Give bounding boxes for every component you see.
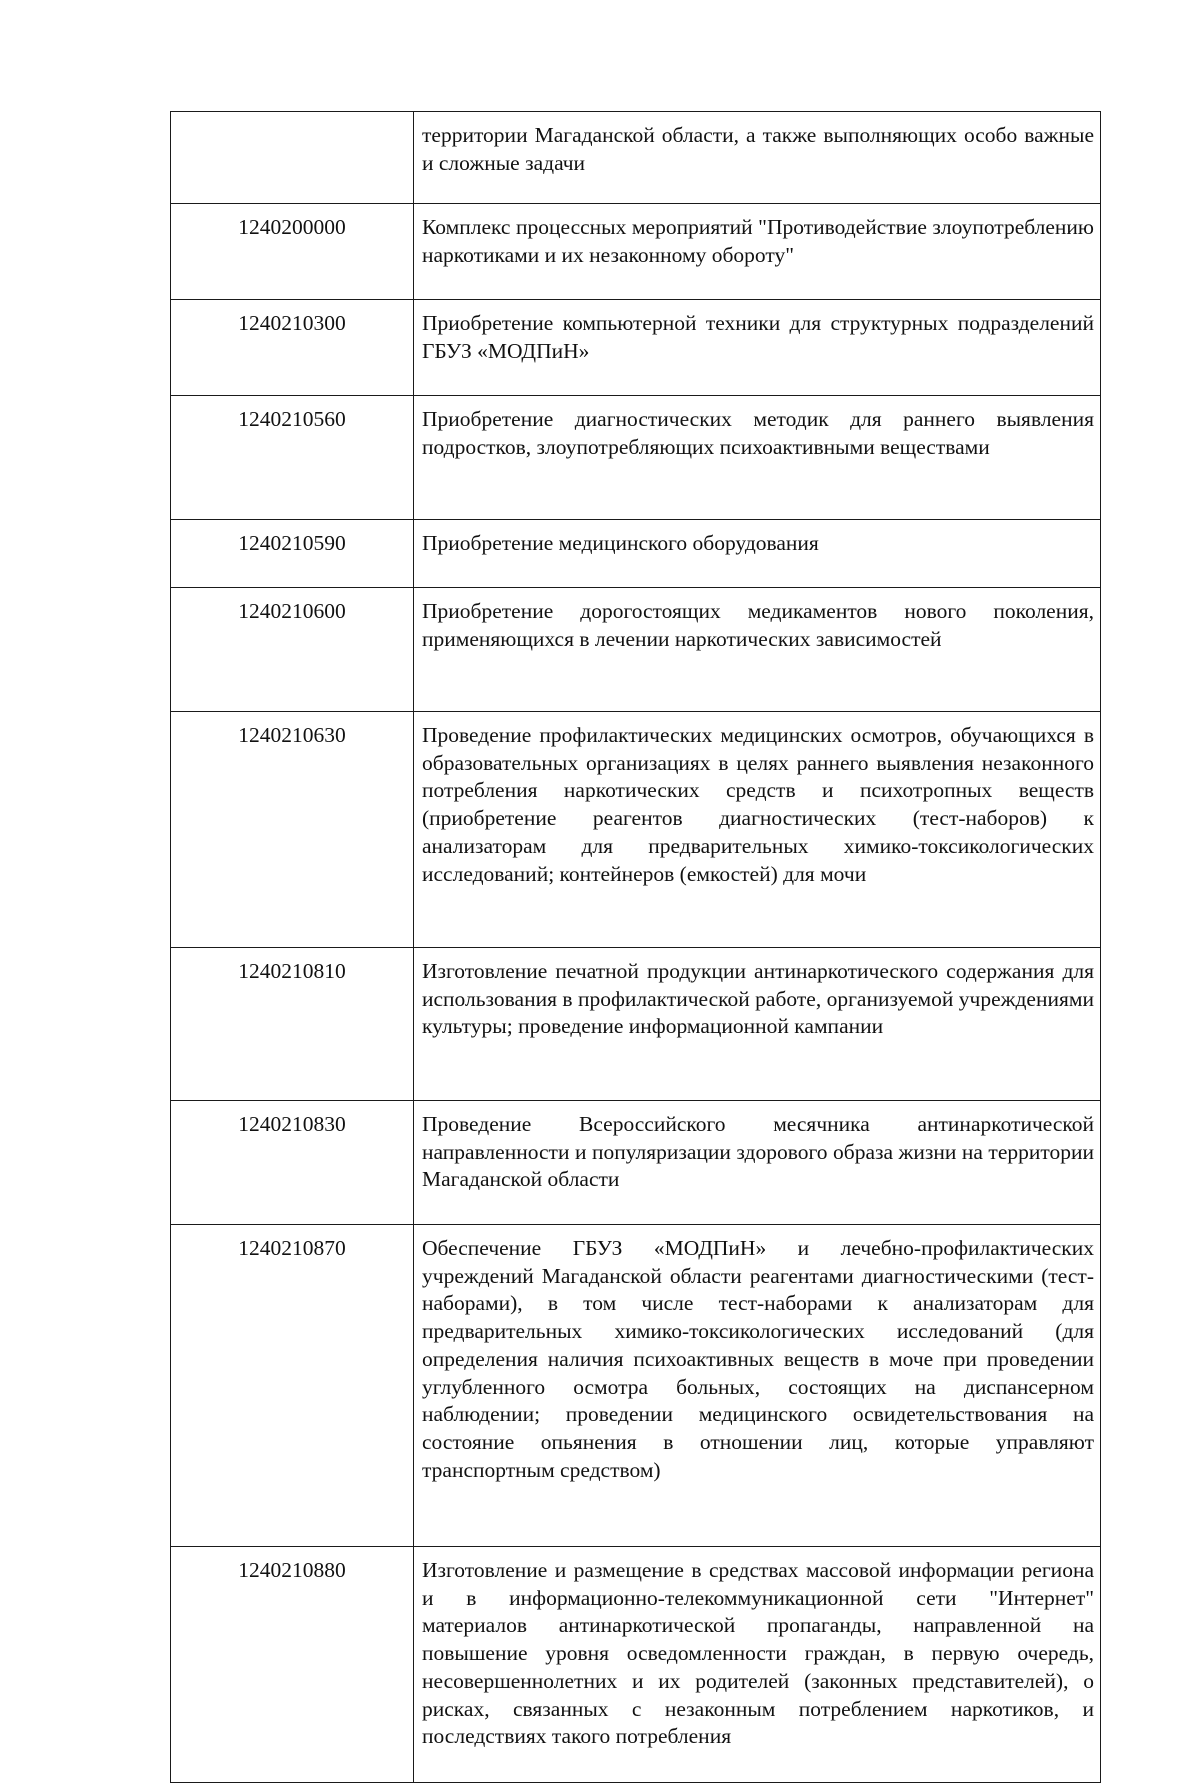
table-row xyxy=(171,1101,1101,1225)
table-row xyxy=(171,204,1101,300)
description-cell: Приобретение компьютерной техники для структурных подразделений ГБУЗ «МОДПиН» xyxy=(414,300,1101,396)
description-cell: Приобретение диагностических методик для раннего выявления подростков, злоупотребляющих психоактивными веществами xyxy=(414,396,1101,520)
table-row xyxy=(171,300,1101,396)
table-row xyxy=(171,112,1101,204)
description-cell: Приобретение дорогостоящих медикаментов нового поколения, применяющихся в лечении наркотических зависимостей xyxy=(414,588,1101,712)
description-cell: Проведение Всероссийского месячника антинаркотической направленности и популяризации здорового образа жизни на территории Магаданской области xyxy=(414,1101,1101,1225)
description-cell: Обеспечение ГБУЗ «МОДПиН» и лечебно-профилактических учреждений Магаданской области реагентами диагностическими (тест-наборами), в том числе тест-наборами к анализаторам для предварительных химико-токсикологических исследований (для определения наличия психоактивных веществ в моче при проведении углубленного осмотра больных, состоящих на диспансерном наблюдении; проведении медицинского освидетельствования на состояние опьянения в отношении лиц, которые управляют транспортным средством) xyxy=(414,1225,1101,1547)
code-cell: 1240210880 xyxy=(171,1547,414,1783)
code-cell: 1240210870 xyxy=(171,1225,414,1547)
code-cell: 1240210600 xyxy=(171,588,414,712)
description-cell: Изготовление печатной продукции антинаркотического содержания для использования в профилактической работе, организуемой учреждениями культуры; проведение информационной кампании xyxy=(414,948,1101,1101)
table-row xyxy=(171,396,1101,520)
table-row xyxy=(171,520,1101,588)
code-cell: 1240210590 xyxy=(171,520,414,588)
table-row xyxy=(171,712,1101,948)
table-row xyxy=(171,588,1101,712)
description-cell: Приобретение медицинского оборудования xyxy=(414,520,1101,588)
description-cell: Проведение профилактических медицинских осмотров, обучающихся в образовательных организациях в целях раннего выявления незаконного потребления наркотических средств и психотропных веществ (приобретение реагентов диагностических (тест-наборов) к анализаторам для предварительных химико-токсикологических исследований; контейнеров (емкостей) для мочи xyxy=(414,712,1101,948)
table-row xyxy=(171,1225,1101,1547)
code-cell: 1240210300 xyxy=(171,300,414,396)
table-row xyxy=(171,1547,1101,1783)
description-cell: Изготовление и размещение в средствах массовой информации региона и в информационно-телекоммуникационной сети "Интернет" материалов антинаркотической пропаганды, направленной на повышение уровня осведомленности граждан, в первую очередь, несовершеннолетних и их родителей (законных представителей), о рисках, связанных с незаконным потреблением наркотиков, и последствиях такого потребления xyxy=(414,1547,1101,1783)
description-cell: территории Магаданской области, а также выполняющих особо важные и сложные задачи xyxy=(414,112,1101,204)
budget-code-table xyxy=(170,111,1101,1783)
code-cell: 1240210560 xyxy=(171,396,414,520)
code-cell: 1240210630 xyxy=(171,712,414,948)
code-cell: 1240200000 xyxy=(171,204,414,300)
code-cell: 1240210830 xyxy=(171,1101,414,1225)
code-cell xyxy=(171,112,414,204)
table-row xyxy=(171,948,1101,1101)
description-cell: Комплекс процессных мероприятий "Противодействие злоупотреблению наркотиками и их незаконному обороту" xyxy=(414,204,1101,300)
code-cell: 1240210810 xyxy=(171,948,414,1101)
